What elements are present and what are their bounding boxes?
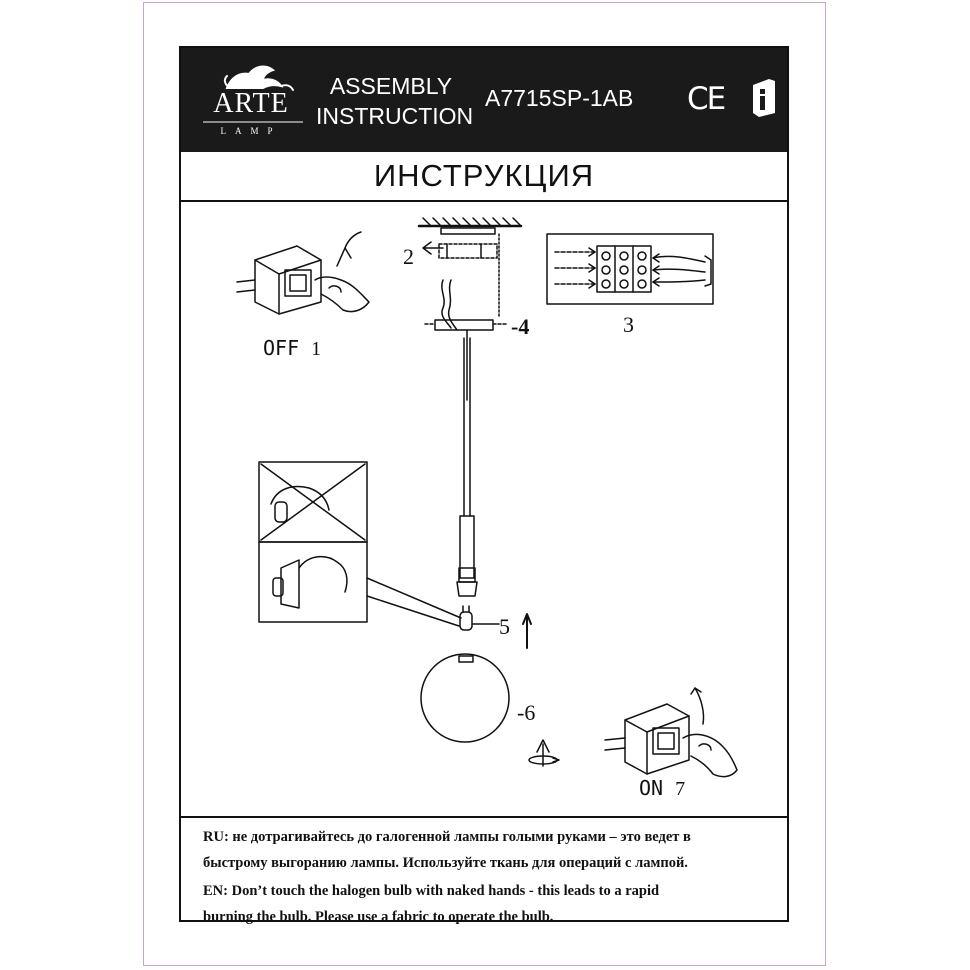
title-ru: ИНСТРУКЦИЯ <box>181 152 787 202</box>
note-ru-line-1: RU: не дотрагивайтесь до галогенной лампы голыми руками – это ведет в <box>203 829 691 845</box>
step-3-label: 3 <box>623 312 634 337</box>
step-2-label: 2 <box>403 244 414 269</box>
glass-globe-icon <box>421 654 559 766</box>
assembly-line-2: INSTRUCTION <box>316 103 474 129</box>
terminal-block-icon <box>547 234 713 304</box>
assembly-line-1: ASSEMBLY <box>329 73 453 99</box>
note-en <box>203 878 763 930</box>
switch-on-icon <box>605 688 737 777</box>
switch-off-icon <box>237 232 369 314</box>
off-text: OFF <box>263 336 300 360</box>
note-en-line-2: burning the bulb. Please use a fabric to operate the bulb. <box>203 909 554 925</box>
pendant-cord-icon <box>457 330 477 596</box>
note-ru-line-2: быстрому выгоранию лампы. Используйте ткань для операций с лампой. <box>203 855 688 871</box>
step-1-number: 1 <box>311 338 322 360</box>
step-7-number: 7 <box>675 778 686 800</box>
on-text: ON <box>639 776 664 800</box>
model-number: A7715SP-1AB <box>485 85 634 111</box>
step-6-label: -6 <box>517 700 536 725</box>
ce-mark: CE <box>687 81 725 117</box>
step-4-label: -4 <box>511 314 530 339</box>
logo-name: ARTE <box>213 88 289 119</box>
canopy-icon <box>425 320 507 330</box>
note-en-line-1: EN: Don’t touch the halogen bulb with naked hands - this leads to a rapid <box>203 883 660 899</box>
instruction-sheet <box>179 46 789 925</box>
ceiling-bracket-icon <box>419 218 521 330</box>
step-5-label: 5 <box>499 614 510 639</box>
step-1-label <box>263 336 321 361</box>
note-ru <box>203 824 763 876</box>
assembly-diagram <box>181 48 787 816</box>
halogen-bulb-icon <box>460 606 531 648</box>
notes-section <box>181 816 787 925</box>
logo-subtitle: LAMP <box>220 126 282 136</box>
step-7-label <box>639 776 685 801</box>
bulb-warning-panels-icon <box>259 462 461 626</box>
